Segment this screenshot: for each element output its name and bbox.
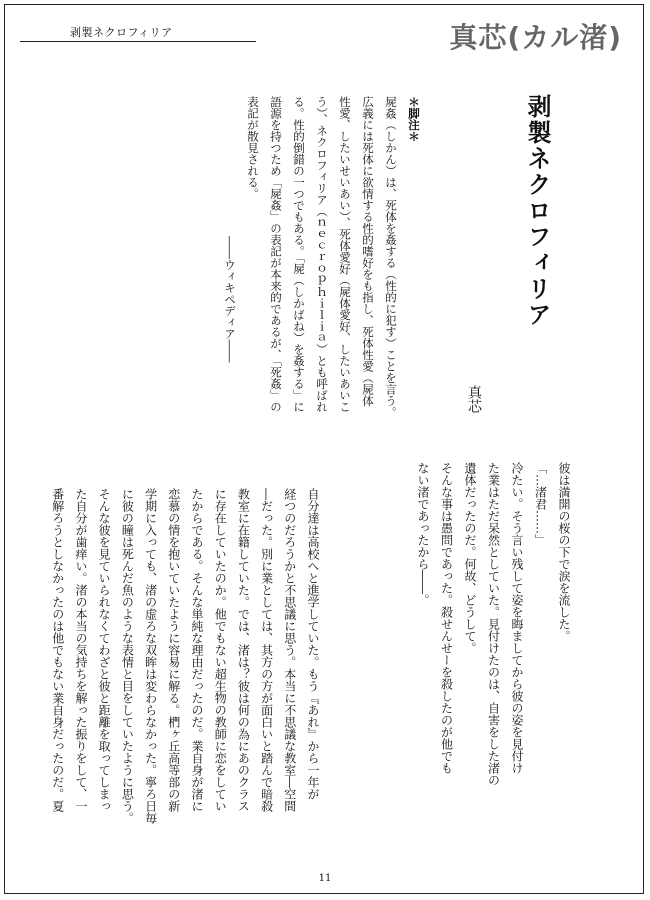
footnote-line: 語源を持つため「屍姦」の表記が本来的であるが、「死姦」の <box>269 96 283 413</box>
body-line: に存在していたのか。他でもない超生物の教師に恋をしてい <box>213 488 228 812</box>
body-line: 教室に在籍していた。では、渚は？彼は何の為にあのクラス <box>236 488 251 812</box>
body-line: た業はただ呆然としていた。見付けたのは、自害をした渚の <box>486 462 501 786</box>
body-line: ない渚であったから――。 <box>416 462 430 606</box>
footnote-heading: ＊脚注＊ <box>407 96 421 142</box>
page-number: 11 <box>318 873 332 884</box>
footnote-attribution: ――ウィキペディア―― <box>223 236 237 363</box>
body-line: 自分達は高校へと進学していた。もう『あれ』から一年が <box>306 488 320 800</box>
footnote-line: 広義には死体に欲情する性的嗜好をも指し、死体性愛（屍体 <box>361 96 375 407</box>
body-line: に彼の瞳は死んだ魚のような表情と目をしていたように思う。 <box>120 488 135 824</box>
body-text-lower <box>24 488 324 833</box>
footnote-line: 性愛、したいせいあい）、死体愛好（屍体愛好、したいあいこ <box>338 96 352 413</box>
footnote-line: る。性的倒錯の一つでもある。「屍（しかばね）を姦する」に <box>292 96 306 413</box>
body-line: ―だった。別に業としては、其方の方が面白いと踏んで暗殺 <box>259 488 274 812</box>
author-byline: 真芯 <box>466 385 482 413</box>
footnote-line: う）、ネクロフィリア（ｎｅｃｒｏｐｈｉｌｉａ）とも呼ばれ <box>315 96 329 413</box>
footnote-line: 屍姦（しかん）は、死体を姦する（性的に犯す）ことを言う。 <box>384 96 398 418</box>
footnote-line: 表記が散見される。 <box>246 96 260 200</box>
body-line: 彼は満開の桜の下で涙を流した。 <box>557 462 571 642</box>
body-line: 冷たい。そう言い残して姿を晦ましてから彼の姿を見付け <box>510 462 524 774</box>
body-line: た自分が歯痒い。渚の本当の気持ちを解った振りをして、一 <box>73 488 88 812</box>
body-text-upper <box>355 462 575 852</box>
body-line: そんな彼を見ていられなくてわざと彼と距離を取ってしまっ <box>97 488 112 812</box>
footnote-block <box>223 96 425 418</box>
body-line: 「…渚君……」 <box>533 462 548 546</box>
author-banner: 真芯(カル渚) <box>449 21 622 54</box>
body-line: 学期に入っても、渚の虚ろな双眸は変わらなかった。寧ろ日毎 <box>143 488 158 824</box>
running-head-rule <box>20 41 256 42</box>
body-line: 遺体だったのだ。何故、どうして。 <box>463 462 477 654</box>
body-line: 恋慕の情を抱いていたように容易に解る。椚ヶ丘高等部の新 <box>166 488 181 812</box>
body-line: たからである。そんな単純な理由だったのだ。業自身が渚に <box>189 488 204 812</box>
running-head: 剥製ネクロフィリア <box>70 26 173 39</box>
body-line: そんな事は愚問であった。殺せんせーを殺したのが他でも <box>439 462 454 774</box>
body-line: 経つのだろうかと不思議に思う。本当に不思議な教室―空間 <box>282 488 297 812</box>
story-title: 剥製ネクロフィリア <box>523 94 552 328</box>
body-line: 番解ろうとしなかったのは他でもない業自身だったのだ。夏 <box>50 488 65 812</box>
